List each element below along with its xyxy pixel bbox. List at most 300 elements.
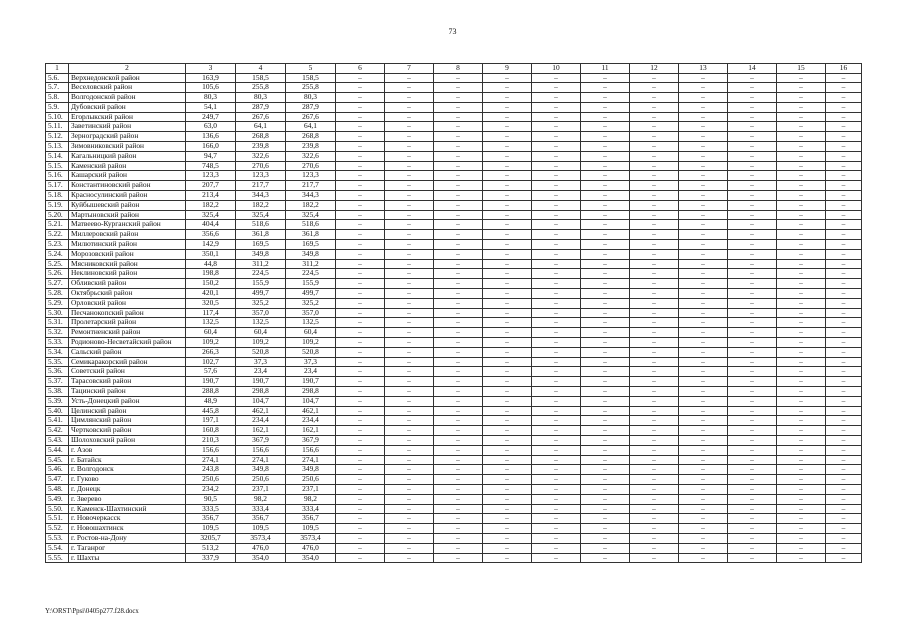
dash-cell: – [581, 308, 630, 318]
dash-cell: – [630, 465, 679, 475]
district-name: г. Каменск-Шахтинский [69, 504, 186, 514]
dash-cell: – [532, 151, 581, 161]
value-col-4: 156,6 [236, 445, 286, 455]
value-col-4: 274,1 [236, 455, 286, 465]
table-row [46, 191, 862, 201]
district-name: г. Новочеркасск [69, 514, 186, 524]
dash-cell: – [581, 377, 630, 387]
dash-cell: – [532, 112, 581, 122]
value-col-4: 333,4 [236, 504, 286, 514]
dash-cell: – [826, 475, 862, 485]
dash-cell: – [483, 435, 532, 445]
value-col-5: 23,4 [286, 367, 336, 377]
value-col-3: 337,9 [186, 553, 236, 563]
value-col-5: 98,2 [286, 494, 336, 504]
dash-cell: – [581, 338, 630, 348]
dash-cell: – [532, 308, 581, 318]
district-name: Семикаракорский район [69, 357, 186, 367]
dash-cell: – [679, 455, 728, 465]
district-name: Советский район [69, 367, 186, 377]
dash-cell: – [777, 191, 826, 201]
table-row [46, 200, 862, 210]
row-number: 5.54. [46, 543, 69, 553]
dash-cell: – [630, 484, 679, 494]
dash-cell: – [679, 484, 728, 494]
dash-cell: – [385, 171, 434, 181]
row-number: 5.55. [46, 553, 69, 563]
value-col-4: 162,1 [236, 426, 286, 436]
dash-cell: – [532, 553, 581, 563]
dash-cell: – [385, 543, 434, 553]
dash-cell: – [581, 504, 630, 514]
value-col-5: 109,2 [286, 338, 336, 348]
dash-cell: – [336, 465, 385, 475]
dash-cell: – [434, 259, 483, 269]
dash-cell: – [679, 93, 728, 103]
dash-cell: – [630, 220, 679, 230]
column-header: 9 [483, 64, 532, 74]
dash-cell: – [581, 445, 630, 455]
dash-cell: – [434, 338, 483, 348]
row-number: 5.24. [46, 249, 69, 259]
column-header: 13 [679, 64, 728, 74]
dash-cell: – [728, 230, 777, 240]
dash-cell: – [826, 200, 862, 210]
dash-cell: – [483, 220, 532, 230]
dash-cell: – [434, 406, 483, 416]
row-number: 5.23. [46, 240, 69, 250]
district-name: г. Азов [69, 445, 186, 455]
district-name: Дубовский район [69, 102, 186, 112]
row-number: 5.52. [46, 524, 69, 534]
table-row [46, 406, 862, 416]
dash-cell: – [826, 230, 862, 240]
dash-cell: – [532, 83, 581, 93]
table-row [46, 504, 862, 514]
district-name: г. Таганрог [69, 543, 186, 553]
value-col-5: 80,3 [286, 93, 336, 103]
value-col-5: 268,8 [286, 132, 336, 142]
dash-cell: – [728, 73, 777, 83]
dash-cell: – [336, 112, 385, 122]
dash-cell: – [532, 455, 581, 465]
dash-cell: – [728, 465, 777, 475]
dash-cell: – [434, 465, 483, 475]
value-col-5: 462,1 [286, 406, 336, 416]
value-col-4: 158,5 [236, 73, 286, 83]
dash-cell: – [630, 416, 679, 426]
dash-cell: – [679, 161, 728, 171]
dash-cell: – [532, 240, 581, 250]
dash-cell: – [385, 210, 434, 220]
value-col-4: 462,1 [236, 406, 286, 416]
dash-cell: – [777, 122, 826, 132]
row-number: 5.43. [46, 435, 69, 445]
dash-cell: – [336, 122, 385, 132]
value-col-3: 60,4 [186, 328, 236, 338]
dash-cell: – [826, 387, 862, 397]
district-name: Кагальницкий район [69, 151, 186, 161]
dash-cell: – [434, 328, 483, 338]
dash-cell: – [728, 240, 777, 250]
value-col-4: 37,3 [236, 357, 286, 367]
value-col-4: 349,8 [236, 249, 286, 259]
dash-cell: – [483, 426, 532, 436]
dash-cell: – [826, 504, 862, 514]
dash-cell: – [777, 357, 826, 367]
district-name: Верхнедонской район [69, 73, 186, 83]
dash-cell: – [336, 406, 385, 416]
dash-cell: – [532, 416, 581, 426]
dash-cell: – [385, 102, 434, 112]
dash-cell: – [336, 484, 385, 494]
dash-cell: – [581, 543, 630, 553]
dash-cell: – [728, 171, 777, 181]
dash-cell: – [483, 112, 532, 122]
dash-cell: – [336, 377, 385, 387]
value-col-4: 357,0 [236, 308, 286, 318]
value-col-4: 518,6 [236, 220, 286, 230]
district-name: Милютинский район [69, 240, 186, 250]
dash-cell: – [826, 289, 862, 299]
dash-cell: – [336, 191, 385, 201]
table-row [46, 396, 862, 406]
dash-cell: – [581, 426, 630, 436]
value-col-5: 237,1 [286, 484, 336, 494]
dash-cell: – [630, 533, 679, 543]
dash-cell: – [336, 269, 385, 279]
table-row [46, 240, 862, 250]
dash-cell: – [336, 543, 385, 553]
dash-cell: – [581, 533, 630, 543]
dash-cell: – [679, 328, 728, 338]
dash-cell: – [728, 367, 777, 377]
dash-cell: – [483, 553, 532, 563]
dash-cell: – [679, 220, 728, 230]
dash-cell: – [385, 220, 434, 230]
dash-cell: – [336, 533, 385, 543]
dash-cell: – [336, 230, 385, 240]
dash-cell: – [385, 93, 434, 103]
dash-cell: – [434, 249, 483, 259]
district-name: Морозовский район [69, 249, 186, 259]
dash-cell: – [532, 142, 581, 152]
row-number: 5.30. [46, 308, 69, 318]
dash-cell: – [532, 191, 581, 201]
dash-cell: – [679, 396, 728, 406]
dash-cell: – [581, 181, 630, 191]
dash-cell: – [777, 112, 826, 122]
dash-cell: – [777, 73, 826, 83]
district-name: Усть-Донецкий район [69, 396, 186, 406]
row-number: 5.45. [46, 455, 69, 465]
dash-cell: – [777, 445, 826, 455]
value-col-3: 213,4 [186, 191, 236, 201]
dash-cell: – [483, 191, 532, 201]
row-number: 5.12. [46, 132, 69, 142]
dash-cell: – [728, 406, 777, 416]
row-number: 5.39. [46, 396, 69, 406]
value-col-5: 60,4 [286, 328, 336, 338]
dash-cell: – [581, 151, 630, 161]
table-row [46, 377, 862, 387]
dash-cell: – [483, 406, 532, 416]
dash-cell: – [336, 171, 385, 181]
dash-cell: – [434, 269, 483, 279]
value-col-3: 198,8 [186, 269, 236, 279]
dash-cell: – [434, 475, 483, 485]
value-col-3: 325,4 [186, 210, 236, 220]
dash-cell: – [483, 279, 532, 289]
value-col-4: 60,4 [236, 328, 286, 338]
table-row [46, 73, 862, 83]
dash-cell: – [826, 102, 862, 112]
dash-cell: – [777, 435, 826, 445]
value-col-4: 356,7 [236, 514, 286, 524]
dash-cell: – [532, 367, 581, 377]
dash-cell: – [630, 524, 679, 534]
dash-cell: – [336, 494, 385, 504]
dash-cell: – [777, 102, 826, 112]
value-col-4: 349,8 [236, 465, 286, 475]
dash-cell: – [483, 240, 532, 250]
dash-cell: – [434, 533, 483, 543]
dash-cell: – [679, 289, 728, 299]
dash-cell: – [581, 210, 630, 220]
table-row [46, 220, 862, 230]
dash-cell: – [483, 387, 532, 397]
value-col-5: 344,3 [286, 191, 336, 201]
value-col-4: 237,1 [236, 484, 286, 494]
dash-cell: – [434, 161, 483, 171]
dash-cell: – [483, 259, 532, 269]
table-row [46, 181, 862, 191]
dash-cell: – [483, 475, 532, 485]
page-number: 73 [448, 27, 457, 36]
value-col-3: 63,0 [186, 122, 236, 132]
dash-cell: – [777, 455, 826, 465]
district-name: Чертковский район [69, 426, 186, 436]
dash-cell: – [483, 533, 532, 543]
dash-cell: – [434, 367, 483, 377]
dash-cell: – [336, 259, 385, 269]
dash-cell: – [581, 514, 630, 524]
dash-cell: – [385, 416, 434, 426]
value-col-3: 136,6 [186, 132, 236, 142]
dash-cell: – [581, 230, 630, 240]
dash-cell: – [679, 269, 728, 279]
dash-cell: – [385, 73, 434, 83]
column-header: 10 [532, 64, 581, 74]
dash-cell: – [532, 484, 581, 494]
row-number: 5.21. [46, 220, 69, 230]
dash-cell: – [630, 210, 679, 220]
dash-cell: – [679, 416, 728, 426]
value-col-5: 132,5 [286, 318, 336, 328]
dash-cell: – [826, 406, 862, 416]
dash-cell: – [728, 494, 777, 504]
dash-cell: – [630, 338, 679, 348]
row-number: 5.33. [46, 338, 69, 348]
dash-cell: – [630, 455, 679, 465]
dash-cell: – [385, 259, 434, 269]
value-col-3: 44,8 [186, 259, 236, 269]
dash-cell: – [385, 357, 434, 367]
row-number: 5.48. [46, 484, 69, 494]
table-row [46, 318, 862, 328]
dash-cell: – [483, 377, 532, 387]
dash-cell: – [728, 191, 777, 201]
dash-cell: – [336, 161, 385, 171]
dash-cell: – [581, 161, 630, 171]
value-col-5: 250,6 [286, 475, 336, 485]
dash-cell: – [434, 83, 483, 93]
row-number: 5.42. [46, 426, 69, 436]
dash-cell: – [630, 259, 679, 269]
table-row [46, 230, 862, 240]
dash-cell: – [630, 367, 679, 377]
dash-cell: – [483, 494, 532, 504]
dash-cell: – [483, 181, 532, 191]
dash-cell: – [385, 289, 434, 299]
table-row [46, 161, 862, 171]
table-row [46, 112, 862, 122]
dash-cell: – [679, 475, 728, 485]
dash-cell: – [777, 484, 826, 494]
dash-cell: – [434, 102, 483, 112]
dash-cell: – [532, 514, 581, 524]
dash-cell: – [581, 475, 630, 485]
dash-cell: – [777, 181, 826, 191]
value-col-4: 367,9 [236, 435, 286, 445]
dash-cell: – [777, 494, 826, 504]
dash-cell: – [826, 269, 862, 279]
value-col-4: 520,8 [236, 347, 286, 357]
value-col-5: 520,8 [286, 347, 336, 357]
dash-cell: – [826, 455, 862, 465]
dash-cell: – [630, 102, 679, 112]
value-col-4: 270,6 [236, 161, 286, 171]
dash-cell: – [679, 504, 728, 514]
value-col-3: 243,8 [186, 465, 236, 475]
dash-cell: – [532, 122, 581, 132]
value-col-5: 333,4 [286, 504, 336, 514]
value-col-3: 250,6 [186, 475, 236, 485]
column-header: 3 [186, 64, 236, 74]
dash-cell: – [483, 142, 532, 152]
value-col-5: 357,0 [286, 308, 336, 318]
dash-cell: – [532, 387, 581, 397]
dash-cell: – [826, 533, 862, 543]
dash-cell: – [532, 298, 581, 308]
dash-cell: – [826, 524, 862, 534]
value-col-4: 217,7 [236, 181, 286, 191]
dash-cell: – [826, 132, 862, 142]
dash-cell: – [728, 151, 777, 161]
dash-cell: – [630, 132, 679, 142]
dash-cell: – [385, 269, 434, 279]
dash-cell: – [532, 102, 581, 112]
dash-cell: – [336, 249, 385, 259]
value-col-3: 266,3 [186, 347, 236, 357]
table-row [46, 259, 862, 269]
dash-cell: – [679, 230, 728, 240]
dash-cell: – [532, 445, 581, 455]
dash-cell: – [777, 347, 826, 357]
dash-cell: – [483, 465, 532, 475]
value-col-4: 80,3 [236, 93, 286, 103]
dash-cell: – [385, 112, 434, 122]
dash-cell: – [826, 249, 862, 259]
dash-cell: – [336, 220, 385, 230]
value-col-4: 224,5 [236, 269, 286, 279]
dash-cell: – [581, 279, 630, 289]
value-col-3: 54,1 [186, 102, 236, 112]
dash-cell: – [826, 142, 862, 152]
dash-cell: – [385, 445, 434, 455]
dash-cell: – [728, 181, 777, 191]
value-col-3: 356,6 [186, 230, 236, 240]
value-col-3: 105,6 [186, 83, 236, 93]
dash-cell: – [483, 455, 532, 465]
dash-cell: – [728, 298, 777, 308]
data-table [45, 63, 862, 563]
dash-cell: – [483, 357, 532, 367]
value-col-3: 156,6 [186, 445, 236, 455]
dash-cell: – [336, 181, 385, 191]
district-name: Миллеровский район [69, 230, 186, 240]
dash-cell: – [336, 102, 385, 112]
column-header: 1 [46, 64, 69, 74]
dash-cell: – [483, 445, 532, 455]
dash-cell: – [483, 308, 532, 318]
dash-cell: – [385, 200, 434, 210]
dash-cell: – [385, 191, 434, 201]
dash-cell: – [777, 230, 826, 240]
dash-cell: – [483, 347, 532, 357]
dash-cell: – [826, 279, 862, 289]
dash-cell: – [679, 347, 728, 357]
dash-cell: – [581, 347, 630, 357]
dash-cell: – [679, 524, 728, 534]
value-col-5: 270,6 [286, 161, 336, 171]
table-row [46, 494, 862, 504]
dash-cell: – [728, 484, 777, 494]
dash-cell: – [336, 396, 385, 406]
dash-cell: – [581, 396, 630, 406]
dash-cell: – [728, 426, 777, 436]
dash-cell: – [826, 357, 862, 367]
value-col-5: 3573,4 [286, 533, 336, 543]
dash-cell: – [728, 249, 777, 259]
dash-cell: – [581, 524, 630, 534]
dash-cell: – [336, 83, 385, 93]
dash-cell: – [532, 200, 581, 210]
row-number: 5.50. [46, 504, 69, 514]
dash-cell: – [385, 377, 434, 387]
row-number: 5.20. [46, 210, 69, 220]
dash-cell: – [483, 367, 532, 377]
value-col-3: 333,5 [186, 504, 236, 514]
dash-cell: – [777, 132, 826, 142]
district-name: г. Зверево [69, 494, 186, 504]
dash-cell: – [630, 269, 679, 279]
dash-cell: – [777, 142, 826, 152]
value-col-5: 499,7 [286, 289, 336, 299]
dash-cell: – [385, 240, 434, 250]
dash-cell: – [581, 93, 630, 103]
dash-cell: – [826, 122, 862, 132]
